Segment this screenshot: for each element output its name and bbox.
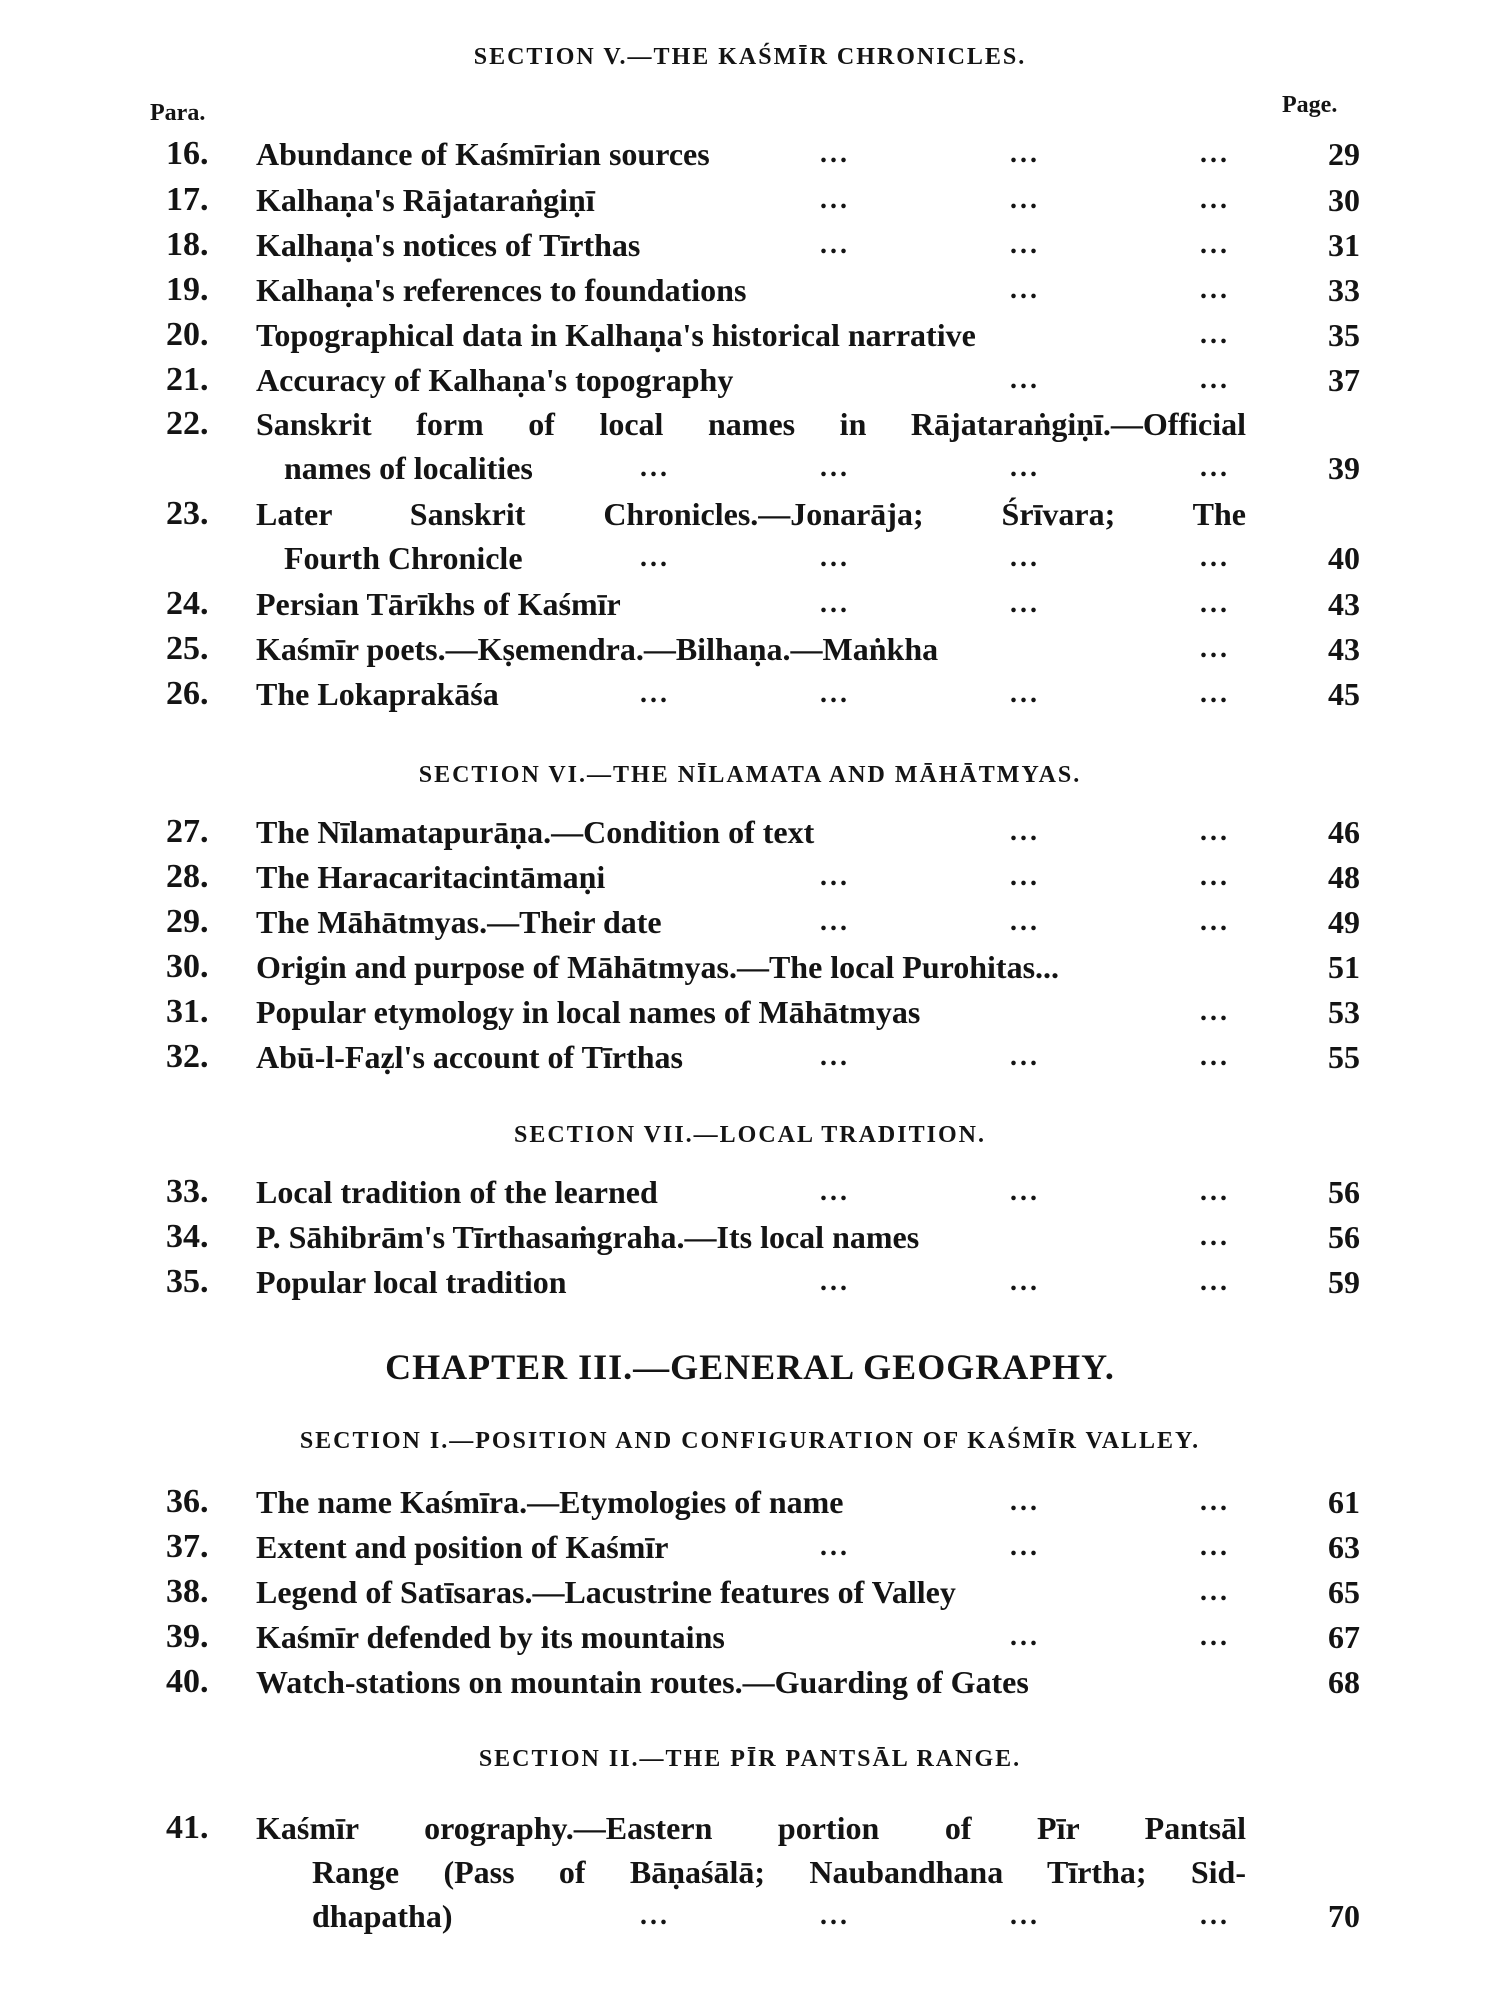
para-number: 24. (166, 585, 209, 622)
page-number: 59 (1328, 1264, 1360, 1300)
entry-title: The Lokaprakāśa (256, 676, 499, 712)
leader-dots: ... (1010, 138, 1040, 169)
toc-entry (0, 1260, 1500, 1304)
leader-dots: ... (640, 452, 670, 483)
section-heading: SECTION II.—THE PĪR PANTSĀL RANGE. (478, 1746, 1022, 1772)
leader-dots: ... (1010, 906, 1040, 937)
leader-dots: ... (1200, 184, 1230, 215)
section-heading: SECTION I.—POSITION AND CONFIGURATION OF KAŚMĪR VALLEY. (299, 1428, 1201, 1454)
page-number: 63 (1328, 1529, 1360, 1565)
entry-title: Kalhaṇa's notices of Tīrthas (256, 227, 641, 263)
entry-title: Persian Tārīkhs of Kaśmīr (256, 586, 621, 622)
para-number: 21. (166, 361, 209, 398)
para-number: 16. (166, 135, 209, 172)
page-number: 49 (1328, 904, 1360, 940)
para-number: 39. (166, 1618, 209, 1655)
entry-title: The Nīlamatapurāṇa.—Condition of text (256, 814, 815, 850)
entry-title: Local tradition of the learned (256, 1174, 658, 1210)
page-number: 30 (1328, 182, 1360, 218)
para-number: 34. (166, 1218, 209, 1255)
leader-dots: ... (1200, 1900, 1230, 1931)
para-number: 37. (166, 1528, 209, 1565)
para-number: 18. (166, 226, 209, 263)
para-number: 36. (166, 1483, 209, 1520)
leader-dots: ... (1010, 1266, 1040, 1297)
entry-title: The name Kaśmīra.—Etymologies of name (256, 1484, 844, 1520)
leader-dots: ... (820, 678, 850, 709)
toc-entry (0, 582, 1500, 626)
leader-dots: ... (1200, 906, 1230, 937)
toc-entry (0, 1170, 1500, 1214)
leader-dots: ... (1010, 274, 1040, 305)
entry-title: Origin and purpose of Māhātmyas.—The local Purohitas... (256, 949, 1060, 985)
leader-dots: ... (1010, 1176, 1040, 1207)
page-number: 29 (1328, 136, 1360, 172)
leader-dots: ... (1200, 1266, 1230, 1297)
leader-dots: ... (1200, 274, 1230, 305)
toc-entry (0, 178, 1500, 222)
section-heading: SECTION VII.—LOCAL TRADITION. (514, 1122, 986, 1148)
page-number: 46 (1328, 814, 1360, 850)
leader-dots: ... (1200, 1621, 1230, 1652)
entry-title: Popular local tradition (256, 1264, 567, 1300)
page-number: 55 (1328, 1039, 1360, 1075)
entry-title: Kaśmīr defended by its mountains (256, 1619, 725, 1655)
page-number: 48 (1328, 859, 1360, 895)
para-number: 20. (166, 316, 209, 353)
toc-entry (0, 402, 1500, 490)
toc-entry (0, 1806, 1500, 1938)
entry-title: P. Sāhibrām's Tīrthasaṁgraha.—Its local names (256, 1219, 920, 1255)
leader-dots: ... (1200, 452, 1230, 483)
entry-title: Extent and position of Kaśmīr (256, 1529, 669, 1565)
toc-entry (0, 1525, 1500, 1569)
leader-dots: ... (1200, 1486, 1230, 1517)
leader-dots: ... (1200, 542, 1230, 573)
toc-entry (0, 223, 1500, 267)
toc-entry (0, 1660, 1500, 1704)
leader-dots: ... (1010, 542, 1040, 573)
page-number: 51 (1328, 949, 1360, 985)
leader-dots: ... (1200, 678, 1230, 709)
toc-entry (0, 672, 1500, 716)
entry-title: The Māhātmyas.—Their date (256, 904, 662, 940)
para-number: 41. (166, 1809, 209, 1846)
leader-dots: ... (1010, 1900, 1040, 1931)
para-number: 27. (166, 813, 209, 850)
leader-dots: ... (1200, 1176, 1230, 1207)
leader-dots: ... (640, 1900, 670, 1931)
leader-dots: ... (1200, 319, 1230, 350)
para-number: 33. (166, 1173, 209, 1210)
entry-title: Sanskrit form of local names in Rājataraṅgiṇī.—Official (256, 406, 1246, 442)
para-number: 19. (166, 271, 209, 308)
leader-dots: ... (1010, 588, 1040, 619)
para-column-label: Para. (150, 100, 206, 126)
leader-dots: ... (820, 1176, 850, 1207)
entry-title: Kalhaṇa's references to foundations (256, 272, 747, 308)
leader-dots: ... (1200, 633, 1230, 664)
toc-entry (0, 492, 1500, 580)
para-number: 38. (166, 1573, 209, 1610)
para-number: 23. (166, 495, 209, 532)
leader-dots: ... (820, 1531, 850, 1562)
leader-dots: ... (1010, 1486, 1040, 1517)
leader-dots: ... (1200, 1576, 1230, 1607)
leader-dots: ... (820, 229, 850, 260)
leader-dots: ... (1200, 1531, 1230, 1562)
page-number: 39 (1328, 450, 1360, 486)
page-number: 70 (1328, 1898, 1360, 1934)
para-number: 17. (166, 181, 209, 218)
page-column-label: Page. (1282, 92, 1338, 118)
page-number: 56 (1328, 1219, 1360, 1255)
leader-dots: ... (1010, 816, 1040, 847)
leader-dots: ... (1200, 816, 1230, 847)
leader-dots: ... (1200, 861, 1230, 892)
para-number: 40. (166, 1663, 209, 1700)
page-number: 43 (1328, 586, 1360, 622)
leader-dots: ... (640, 542, 670, 573)
leader-dots: ... (820, 1041, 850, 1072)
leader-dots: ... (1010, 1621, 1040, 1652)
page-number: 68 (1328, 1664, 1360, 1700)
entry-title: Legend of Satīsaras.—Lacustrine features of Valley (256, 1574, 956, 1610)
toc-entry (0, 132, 1500, 176)
entry-title: Popular etymology in local names of Māhātmyas (256, 994, 921, 1030)
leader-dots: ... (1010, 452, 1040, 483)
para-number: 32. (166, 1038, 209, 1075)
entry-title: Watch-stations on mountain routes.—Guarding of Gates (256, 1664, 1029, 1700)
leader-dots: ... (1200, 588, 1230, 619)
page-number: 40 (1328, 540, 1360, 576)
page-number: 33 (1328, 272, 1360, 308)
para-number: 30. (166, 948, 209, 985)
toc-entry (0, 855, 1500, 899)
leader-dots: ... (1200, 229, 1230, 260)
entry-title-continued: Range (Pass of Bāṇaśālā; Naubandhana Tīrtha; Sid- (312, 1854, 1246, 1890)
leader-dots: ... (1200, 1041, 1230, 1072)
page-number: 31 (1328, 227, 1360, 263)
para-number: 26. (166, 675, 209, 712)
para-number: 35. (166, 1263, 209, 1300)
toc-entry (0, 1480, 1500, 1524)
leader-dots: ... (820, 1266, 850, 1297)
entry-title-continued: dhapatha) (312, 1898, 453, 1934)
page-number: 53 (1328, 994, 1360, 1030)
leader-dots: ... (820, 588, 850, 619)
leader-dots: ... (820, 861, 850, 892)
section-heading: SECTION V.—THE KAŚMĪR CHRONICLES. (473, 44, 1027, 70)
toc-entry (0, 268, 1500, 312)
leader-dots: ... (1010, 861, 1040, 892)
toc-entry (0, 358, 1500, 402)
leader-dots: ... (1200, 138, 1230, 169)
leader-dots: ... (1010, 678, 1040, 709)
entry-title-continued: names of localities (284, 450, 533, 486)
page-number: 45 (1328, 676, 1360, 712)
page-number: 56 (1328, 1174, 1360, 1210)
toc-entry (0, 990, 1500, 1034)
section-heading: SECTION VI.—THE NĪLAMATA AND MĀHĀTMYAS. (418, 762, 1082, 788)
entry-title: Topographical data in Kalhaṇa's historical narrative (256, 317, 976, 353)
leader-dots: ... (820, 1900, 850, 1931)
leader-dots: ... (820, 184, 850, 215)
toc-entry (0, 810, 1500, 854)
toc-entry (0, 1215, 1500, 1259)
chapter-heading: CHAPTER III.—GENERAL GEOGRAPHY. (385, 1347, 1115, 1387)
leader-dots: ... (1010, 364, 1040, 395)
toc-entry (0, 945, 1500, 989)
leader-dots: ... (640, 678, 670, 709)
entry-title: The Haracaritacintāmaṇi (256, 859, 606, 895)
leader-dots: ... (820, 452, 850, 483)
entry-title: Kaśmīr poets.—Kṣemendra.—Bilhaṇa.—Maṅkha (256, 631, 939, 667)
leader-dots: ... (1200, 364, 1230, 395)
leader-dots: ... (1010, 184, 1040, 215)
leader-dots: ... (820, 906, 850, 937)
page-number: 67 (1328, 1619, 1360, 1655)
page-number: 65 (1328, 1574, 1360, 1610)
leader-dots: ... (1010, 229, 1040, 260)
page-number: 61 (1328, 1484, 1360, 1520)
leader-dots: ... (1010, 1041, 1040, 1072)
para-number: 22. (166, 405, 209, 442)
toc-entry (0, 313, 1500, 357)
leader-dots: ... (1200, 996, 1230, 1027)
toc-entry (0, 1035, 1500, 1079)
page-number: 37 (1328, 362, 1360, 398)
para-number: 29. (166, 903, 209, 940)
entry-title: Abundance of Kaśmīrian sources (256, 136, 710, 172)
entry-title: Kaśmīr orography.—Eastern portion of Pīr Pantsāl (256, 1810, 1246, 1846)
page-number: 35 (1328, 317, 1360, 353)
toc-entry (0, 627, 1500, 671)
entry-title: Kalhaṇa's Rājataraṅgiṇī (256, 182, 595, 218)
leader-dots: ... (820, 542, 850, 573)
entry-title: Abū-l-Faẓl's account of Tīrthas (256, 1039, 683, 1075)
leader-dots: ... (1010, 1531, 1040, 1562)
leader-dots: ... (820, 138, 850, 169)
para-number: 31. (166, 993, 209, 1030)
toc-entry (0, 1570, 1500, 1614)
entry-title: Later Sanskrit Chronicles.—Jonarāja; Śrīvara; The (256, 496, 1246, 532)
entry-title: Accuracy of Kalhaṇa's topography (256, 362, 734, 398)
para-number: 25. (166, 630, 209, 667)
para-number: 28. (166, 858, 209, 895)
page-number: 43 (1328, 631, 1360, 667)
leader-dots: ... (1200, 1221, 1230, 1252)
toc-entry (0, 900, 1500, 944)
entry-title-continued: Fourth Chronicle (284, 540, 523, 576)
toc-entry (0, 1615, 1500, 1659)
